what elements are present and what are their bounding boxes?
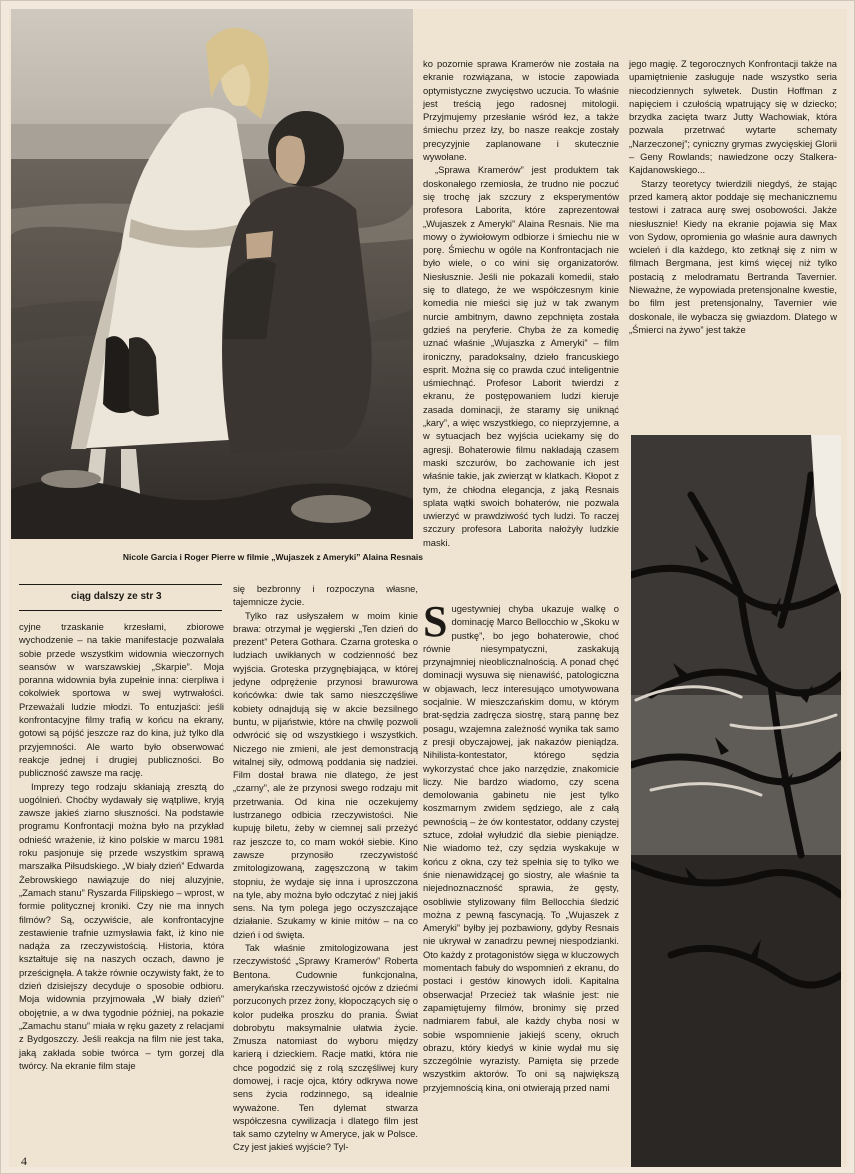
paragraph: się bezbronny i rozpoczyna własne, tajemnicze życie. xyxy=(233,583,418,608)
text-column-3-bottom xyxy=(423,597,619,1094)
text-column-1 xyxy=(19,620,224,1072)
paragraph: „Sprawa Kramerów” jest produktem tak doskonałego rzemiosła, że trudno nie poczuć się trochę jak szczury z eksperymentów profesora Laborita, które zaprezentował „Wujaszek z Ameryki” Alaina Resnais. Nie ma mowy o żywiołowym odbiorze i śmiechu nie w porę. Śmiechu w ogóle na Konfrontacjach nie było wiele, o co wini się organizatorów. Niesłusznie. Jeśli nie pokazali komedii, stało się to dlatego, że we współczesnym kinie komedia nie mieści się już w tak zwanym nurcie ambitnym, dawno zepchnięta została gdzieś na peryferie. Chyba że za komedię uznać właśnie „Wujaszka z Ameryki” – film ironiczny, paradoksalny, dzieło francuskiego esprit. Można się co prawda czuć inteligentnie uśmiechnąć. Profesor Laborit twierdzi z ekranu, że postępowaniem ludzi kieruje zasada dominacji, że staramy się uniknąć „kary”, a więc wszystkiego, co nieprzyjemne, a w sytuacjach bez wyjścia uciekamy się do agresji. Bohaterowie filmu nakładają czasem maski szczurów, bo zachowanie ich jest właśnie takie, jak zwierząt w klatkach. Kłopot z tym, że chłodna elegancja, z jaką Resnais splata wątki swoich bohaterów, nie pozwala uwierzyć w prawdziwość tych ludzi. To raczej szczury profesora Laborita nałożyły ludzkie maski. xyxy=(423,164,619,548)
thorny-branches-photo xyxy=(631,435,841,1167)
paragraph: Imprezy tego rodzaju skłaniają zresztą do uogólnień. Choćby wydawały się wątpliwe, kryją zawsze jakieś ziarno słuszności. Na podstawie programu Konfrontacji można było na przykład odnieść wrażenie, iż kino polskie w marcu 1981 roku pasjonuje się przede wszystkim sprawą marszałka Piłsudskiego. „W biały dzień” Edwarda Żebrowskiego nawiązuje do niej aluzyjnie, „Zamach stanu” Ryszarda Filipskiego – wprost, w formie politycznej kroniki. Czy nie ma innych filmów? Są, oczywiście, ale konfrontacyjne zestawienie trafnie uzmysławia fakt, iż kino nie nadąża za rzeczywistością. Historia, która kształtuje się na naszych oczach, dawno je prześcignęła. A także równie oczywisty fakt, że to dzień dzisiejszy decyduje o sposobie odbioru. Moja widownia przyjmowała „W biały dzień” obojętnie, a w dwa tygodnie później, na pokazie „Zamachu stanu” miała w ręku gazety z relacjami z Bydgoszczy. Jeśli reakcja na film nie jest taka, jaką zakłada sobie twórca – tym gorzej dla twórcy. Na ekranie film staje xyxy=(19,780,224,1071)
page-number: 4 xyxy=(21,1154,27,1168)
photo-caption: Nicole Garcia i Roger Pierre w filmie „Wujaszek z Ameryki” Alaina Resnais xyxy=(122,552,423,562)
film-still-photo xyxy=(11,9,413,539)
drop-cap: S xyxy=(423,597,448,646)
paragraph: jego magię. Z tegorocznych Konfrontacji także na upamiętnienie zasługuje nade wszystko seria niecodziennych sylwetek. Dustin Hoffman z napięciem i czułością wpatrujący się w dziecko; brzydka zacięta twarz Jutty Wachowiak, która pozwala przetrwać wytarte schematy „Narzeczonej”; cyniczny grymas zwycięskiej Glorii – Geny Rowlands; nawiedzone oczy Stalkera-Kajdanowskiego... xyxy=(629,58,837,176)
paragraph: ko pozornie sprawa Kramerów nie została na ekranie rozwiązana, w istocie zapowiada optymistyczne zwycięstwo uczucia. To właśnie jest treścią jego radosnej mitologii. Przyjmujemy przesłanie wśród łez, a także śmiechu przez łzy, bo nasze reakcje zostały precyzyjnie zaplanowane i skutecznie wywołane. xyxy=(423,58,619,163)
paragraph: Tylko raz usłyszałem w moim kinie brawa: otrzymał je węgierski „Ten dzień do prezent” Petera Gothara. Czarna groteska o ludziach uwikłanych w codzienność bez wyjścia. Groteska przygnębiająca, w której jedyne odprężenie przynosi brawurowa końcówka: dwie tak samo nieszczęśliwe kobiety odnajdują się w akcie bezsilnego buntu, w pijaństwie, które na chwilę pozwoli odwrócić się od wszystkiego i wszystkich. Niczego nie zmieni, ale jest demonstracją witalnej siły, odmową poddania się nadziei. Film dostał brawa nie dlatego, że jest „czarny”, ale że przynosi swego rodzaju mit przetrwania. Od kina nie oczekujemy lustrzanego odbicia rzeczywistości. Nie kupuję biletu, żeby w ciemnej sali przeżyć raz jeszcze to, co mam wokół siebie. Kino zawsze przynosiło rzeczywistość zmitologizowaną, zagęszczoną w takim stopniu, że wydaje się inna i uproszczona na tyle, aby można było odczytać z niej jakiś sens. Na tym polega jego oczyszczające działanie. Szukamy w kinie mitów – na co dzień i od święta. xyxy=(233,609,418,940)
paragraph: cyjne trzaskanie krzesłami, zbiorowe wychodzenie – na takie manifestacje pozwalała sobie przede wszystkim widownia wieczornych seansów w warszawskiej „Skarpie”. Moja poranna widownia była zupełnie inna: cierpliwa i cokolwiek sportowa w swej wytrwałości. Przeważali ludzie młodzi. To entuzjaści: jeśli konfrontacyjne filmy trafią w końcu na ekrany, gotowi są pójść jeszcze raz do kina, już tylko dla przyjemności. Ale warto było obserwować reakcje jednej i drugiej publiczności. Bo publiczność zawsze ma rację. xyxy=(19,621,224,779)
text-column-3-top xyxy=(423,57,619,549)
paragraph: Starzy teoretycy twierdzili niegdyś, że stając przed kamerą aktor poddaje się mechanicznemu testowi i zatraca aurę swej osobowości. Jakże niesłusznie! Kiedy na ekranie pojawia się Max von Sydow, opromienia go właśnie aura dawnych wcieleń i dla każdego, kto zetknął się z nim w filmach Bergmana, jest kimś więcej niż tylko postacią z melodramatu Bertranda Tavernier. Nieważne, że wypowiada pretensjonalne kwestie, bo film jest pretensjonalny, Tavernier wie doskonale, ile wybacza się gwiazdom. Dlatego w „Śmierci na żywo” jest także xyxy=(629,177,837,335)
text-column-2 xyxy=(233,582,418,1154)
paragraph: Tak właśnie zmitologizowana jest rzeczywistość „Sprawy Kramerów” Roberta Bentona. Cudownie funkcjonalna, amerykańska rzeczywistość ojców z dziećmi porzuconych przez żony, kłopoczących się o kolor pudełka proszku do prania. Świat dobrobytu maksymalnie ułatwia życie. Zmusza natomiast do wyboru między karierą i dzieckiem. Racje matki, która nie chce pogodzić się z rolą szczęśliwej kury domowej, i racje ojca, który odkrywa nowe sens życia rodzinnego, są idealnie wyważone. Ten dylemat stwarza współczesna cywilizacja i dlatego film jest tak samo czytelny w Ameryce, jak w Polsce. Czy jest jakieś wyjście? Tyl- xyxy=(233,942,418,1153)
film-still-illustration xyxy=(11,9,413,539)
page-paper xyxy=(9,9,847,1167)
paragraph-text: ugestywniej chyba ukazuje walkę o dominację Marco Bellocchio w „Skoku w pustkę”, bo jego bohaterowie, choć równie niesympatyczni, zaskakują przynajmniej nieoblicznalnością. A ponad chęć dominacji wysuwa się nienawiść, patologiczna w objawach, lecz interesująco umotywowana socjalnie. W mieszczańskim domu, w którym brat-sędzia zadręcza siostrę, starą pannę bez posagu, wzajemna zależność wynika tak samo z presji obyczajowej, jak nakazów pieniądza. Nihilista-kontestator, którego sędzia wykorzystać chce jako narzędzie, znakomicie liczy. Nie bardzo wiadomo, czy scena demolowania gabinetu nie jest tylko koszmarnym zwidem sędziego, ale z całą pewnością – że ów kontestator, oddany czystej sztuce, zdołał wyłudzić dla siebie pieniądze. Nie wiadomo też, czy sędzia wyskakuje w końcu z okna, czy też spełnia się to tylko we śnie nienawidzącej go siostry, ale właśnie ta niejednoznaczność sprawia, że gęsty, osobliwie stylizowany film Bellocchia śledzić można z pewną fascynacją. To „Wujaszek z Ameryki” byłby jej pozbawiony, gdyby Resnais nie ukrywał w zanadrzu pewnej niespodzianki. Oto każdy z protagonistów sięga w kluczowych momentach fabuły do wspomnień z ekranu, do postaci i gestów kinowych idoli. Kapitalna obserwacja! Przecież tak właśnie jest: nie zapamiętujemy filmów, bronimy się przed nadmiarem fabuł, ale każdy chyba nosi w sobie wspomnienie jakiejś sceny, okruch obrazu, który kiedyś w kinie wydał mu się szczególnie wyrazisty. Pamięta się przede wszystkim aktorów. To oni są największą przyjemnością kina, oni otwierają przed nami xyxy=(423,603,619,1093)
continued-heading: ciąg dalszy ze str 3 xyxy=(19,584,222,611)
text-column-4 xyxy=(629,57,837,336)
thorny-branches-illustration xyxy=(631,435,841,1167)
paragraph xyxy=(423,597,619,1094)
